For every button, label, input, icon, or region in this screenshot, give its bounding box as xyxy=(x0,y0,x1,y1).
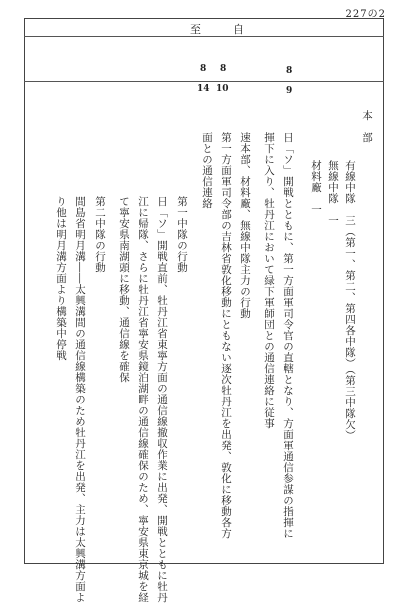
day-1: 14 xyxy=(197,84,210,94)
text-column: 面との通信連絡 xyxy=(201,132,213,209)
text-column: 第一中隊の行動 xyxy=(176,196,188,273)
month-2: 8 xyxy=(220,64,227,74)
text-column: 無線中隊 一 xyxy=(327,160,339,226)
text-column: 揮下に入り、牡丹江において緑下軍師団との通信連絡に従事 xyxy=(263,132,275,429)
text-column: り他は明月溝方面より構築中停戦 xyxy=(55,196,67,361)
month-3: 8 xyxy=(286,66,293,76)
text-column: て寧安県南湖頭に移動、通信線を確保 xyxy=(118,196,130,383)
text-column: 有線中隊 三（第一、第二、第四各中隊）（第三中隊欠） xyxy=(344,160,356,441)
text-column: 間島省明月溝――太興溝間の通信線構築のため牡丹江を出発、主力は太興溝方面よ xyxy=(74,196,86,603)
header-divider xyxy=(24,36,384,37)
month-1: 8 xyxy=(200,64,207,74)
text-column: 第一方面軍司令部の吉林省敦化移動にともない逐次牡丹江を出発、敦化に移動各方 xyxy=(220,132,232,539)
header-from-label: 自 xyxy=(233,23,244,36)
text-column: 速本部、材料廠、無線中隊主力の行動 xyxy=(239,132,251,319)
day-3: 9 xyxy=(286,86,293,96)
text-column: 日「ソ」開戦とともに、第一方面軍司令官の直轄となり、方面軍通信参謀の指揮に xyxy=(282,132,294,539)
text-column: 本 部 xyxy=(361,110,373,143)
text-column: 江に帰隊、さらに牡丹江省寧安県鏡泊湖畔の通信線確保のため、寧安県東京城を経 xyxy=(137,196,149,603)
text-column: 材料廠 一 xyxy=(310,160,322,215)
day-2: 10 xyxy=(216,84,229,94)
text-column: 日「ソ」開戦直前、牡丹江省東寧方面の通信線撤収作業に出発、開戦とともに牡丹 xyxy=(156,196,168,603)
page-number: 227の2 xyxy=(345,9,386,20)
text-column: 第二中隊の行動 xyxy=(94,196,106,273)
date-divider xyxy=(24,81,384,82)
header-to-label: 至 xyxy=(190,23,201,36)
